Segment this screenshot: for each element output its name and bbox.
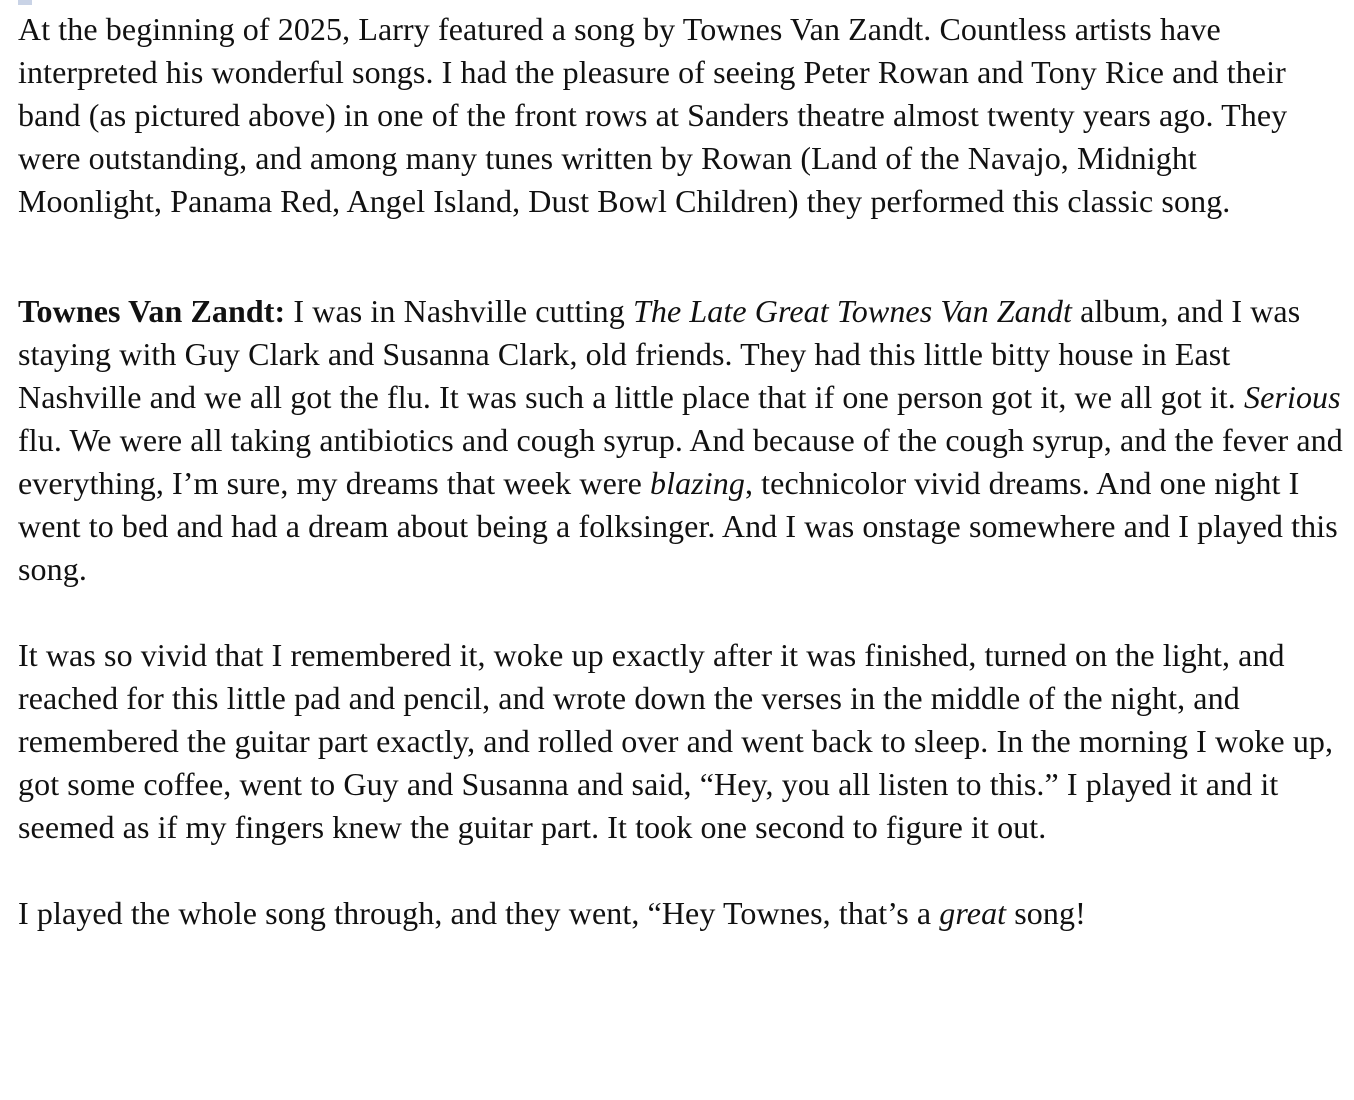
- quote-text: I was in Nashville cutting: [285, 293, 633, 329]
- selection-marker: [18, 0, 32, 5]
- paragraph-spacer: [18, 223, 1344, 290]
- quote-paragraph-1: [18, 290, 1344, 591]
- quote-text: It was so vivid that I remembered it, woke up exactly after it was finished, turned on the light, and reached for this little pad and pencil, and wrote down the verses in the middle of the night, and remembered the guitar part exactly, and rolled over and went back to sleep. In the morning I woke up, got some coffee, went to Guy and Susanna and said, “Hey, you all listen to this.” I played it and it seemed as if my fingers knew the guitar part. It took one second to figure it out.: [18, 637, 1334, 845]
- quote-text: song!: [1006, 895, 1086, 931]
- quote-text: I played the whole song through, and they went, “Hey Townes, that’s a: [18, 895, 940, 931]
- intro-text: At the beginning of 2025, Larry featured a song by Townes Van Zandt. Countless artists have interpreted his wonderful songs. I had the pleasure of seeing Peter Rowan and Tony Rice and their band (as pictured above) in one of the front rows at Sanders theatre almost twenty years ago. They were outstanding, and among many tunes written by Rowan (Land of the Navajo, Midnight Moonlight, Panama Red, Angel Island, Dust Bowl Children) they performed this classic song.: [18, 11, 1288, 219]
- album-title: The Late Great Townes Van Zandt: [632, 293, 1072, 329]
- quote-paragraph-2: [18, 634, 1344, 849]
- emphasis-text: great: [939, 895, 1007, 931]
- quote-text: , technicolor vivid dreams. And one night I went to bed and had a dream about being a folksinger. And I was onstage somewhere and I played this song.: [18, 465, 1338, 587]
- paragraph-spacer: [18, 591, 1344, 634]
- document-body: [18, 8, 1344, 935]
- quote-text: flu. We were all taking antibiotics and cough syrup. And because of the cough syrup, and the fever and everything, I’m sure, my dreams that week were: [18, 422, 1343, 501]
- speaker-name: Townes Van Zandt:: [18, 293, 286, 329]
- quote-paragraph-3: [18, 892, 1344, 935]
- quote-text: album, and I was staying with Guy Clark and Susanna Clark, old friends. They had this little bitty house in East Nashville and we all got the flu. It was such a little place that if one person got it, we all got it.: [18, 293, 1301, 415]
- emphasis-text: Serious: [1244, 379, 1341, 415]
- paragraph-spacer: [18, 849, 1344, 892]
- emphasis-text: blazing: [650, 465, 745, 501]
- intro-paragraph: [18, 8, 1344, 223]
